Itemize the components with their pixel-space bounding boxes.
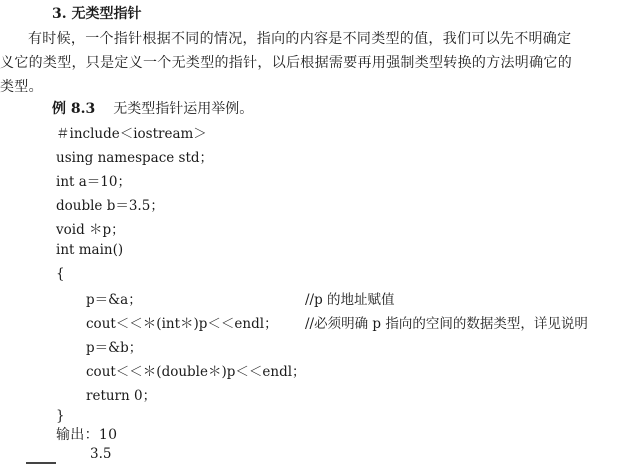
code-void-p: void ＊p； xyxy=(56,222,125,238)
code-return: return 0； xyxy=(86,388,157,404)
output-label: 输出：10 xyxy=(56,427,118,443)
code-cout-double: cout＜＜＊(double＊)p＜＜endl； xyxy=(86,364,306,380)
code-assign-a: p＝&a； xyxy=(86,292,142,308)
example-title: 无类型指针运用举例。 xyxy=(113,101,254,117)
comment-assign-a: //p 的地址赋值 xyxy=(305,292,395,308)
paragraph-line-1: 有时候，一个指针根据不同的情况，指向的内容是不同类型的值，我们可以先不明确定 xyxy=(28,31,572,47)
example-heading xyxy=(52,98,253,118)
code-assign-b: p＝&b； xyxy=(86,340,143,356)
code-using: using namespace std； xyxy=(56,150,214,166)
example-label: 例 8.3 xyxy=(52,101,96,117)
paragraph-line-3: 类型。 xyxy=(0,79,43,95)
comment-cout-int: //必须明确 p 指向的空间的数据类型，详见说明 xyxy=(305,316,588,332)
code-double-b: double b＝3.5； xyxy=(56,198,164,214)
section-title: 3. 无类型指针 xyxy=(52,6,142,22)
code-main: int main() xyxy=(56,242,124,258)
code-include: ＃include＜iostream＞ xyxy=(56,126,207,142)
cropped-next-line xyxy=(26,462,56,471)
paragraph-line-2: 义它的类型，只是定义一个无类型的指针，以后根据需要再用强制类型转换的方法明确它的 xyxy=(0,55,572,71)
code-int-a: int a＝10； xyxy=(56,174,131,190)
code-open-brace: { xyxy=(56,266,65,282)
code-close-brace: } xyxy=(56,408,65,424)
code-cout-int: cout＜＜＊(int＊)p＜＜endl； xyxy=(86,316,278,332)
output-second-value: 3.5 xyxy=(90,446,112,462)
